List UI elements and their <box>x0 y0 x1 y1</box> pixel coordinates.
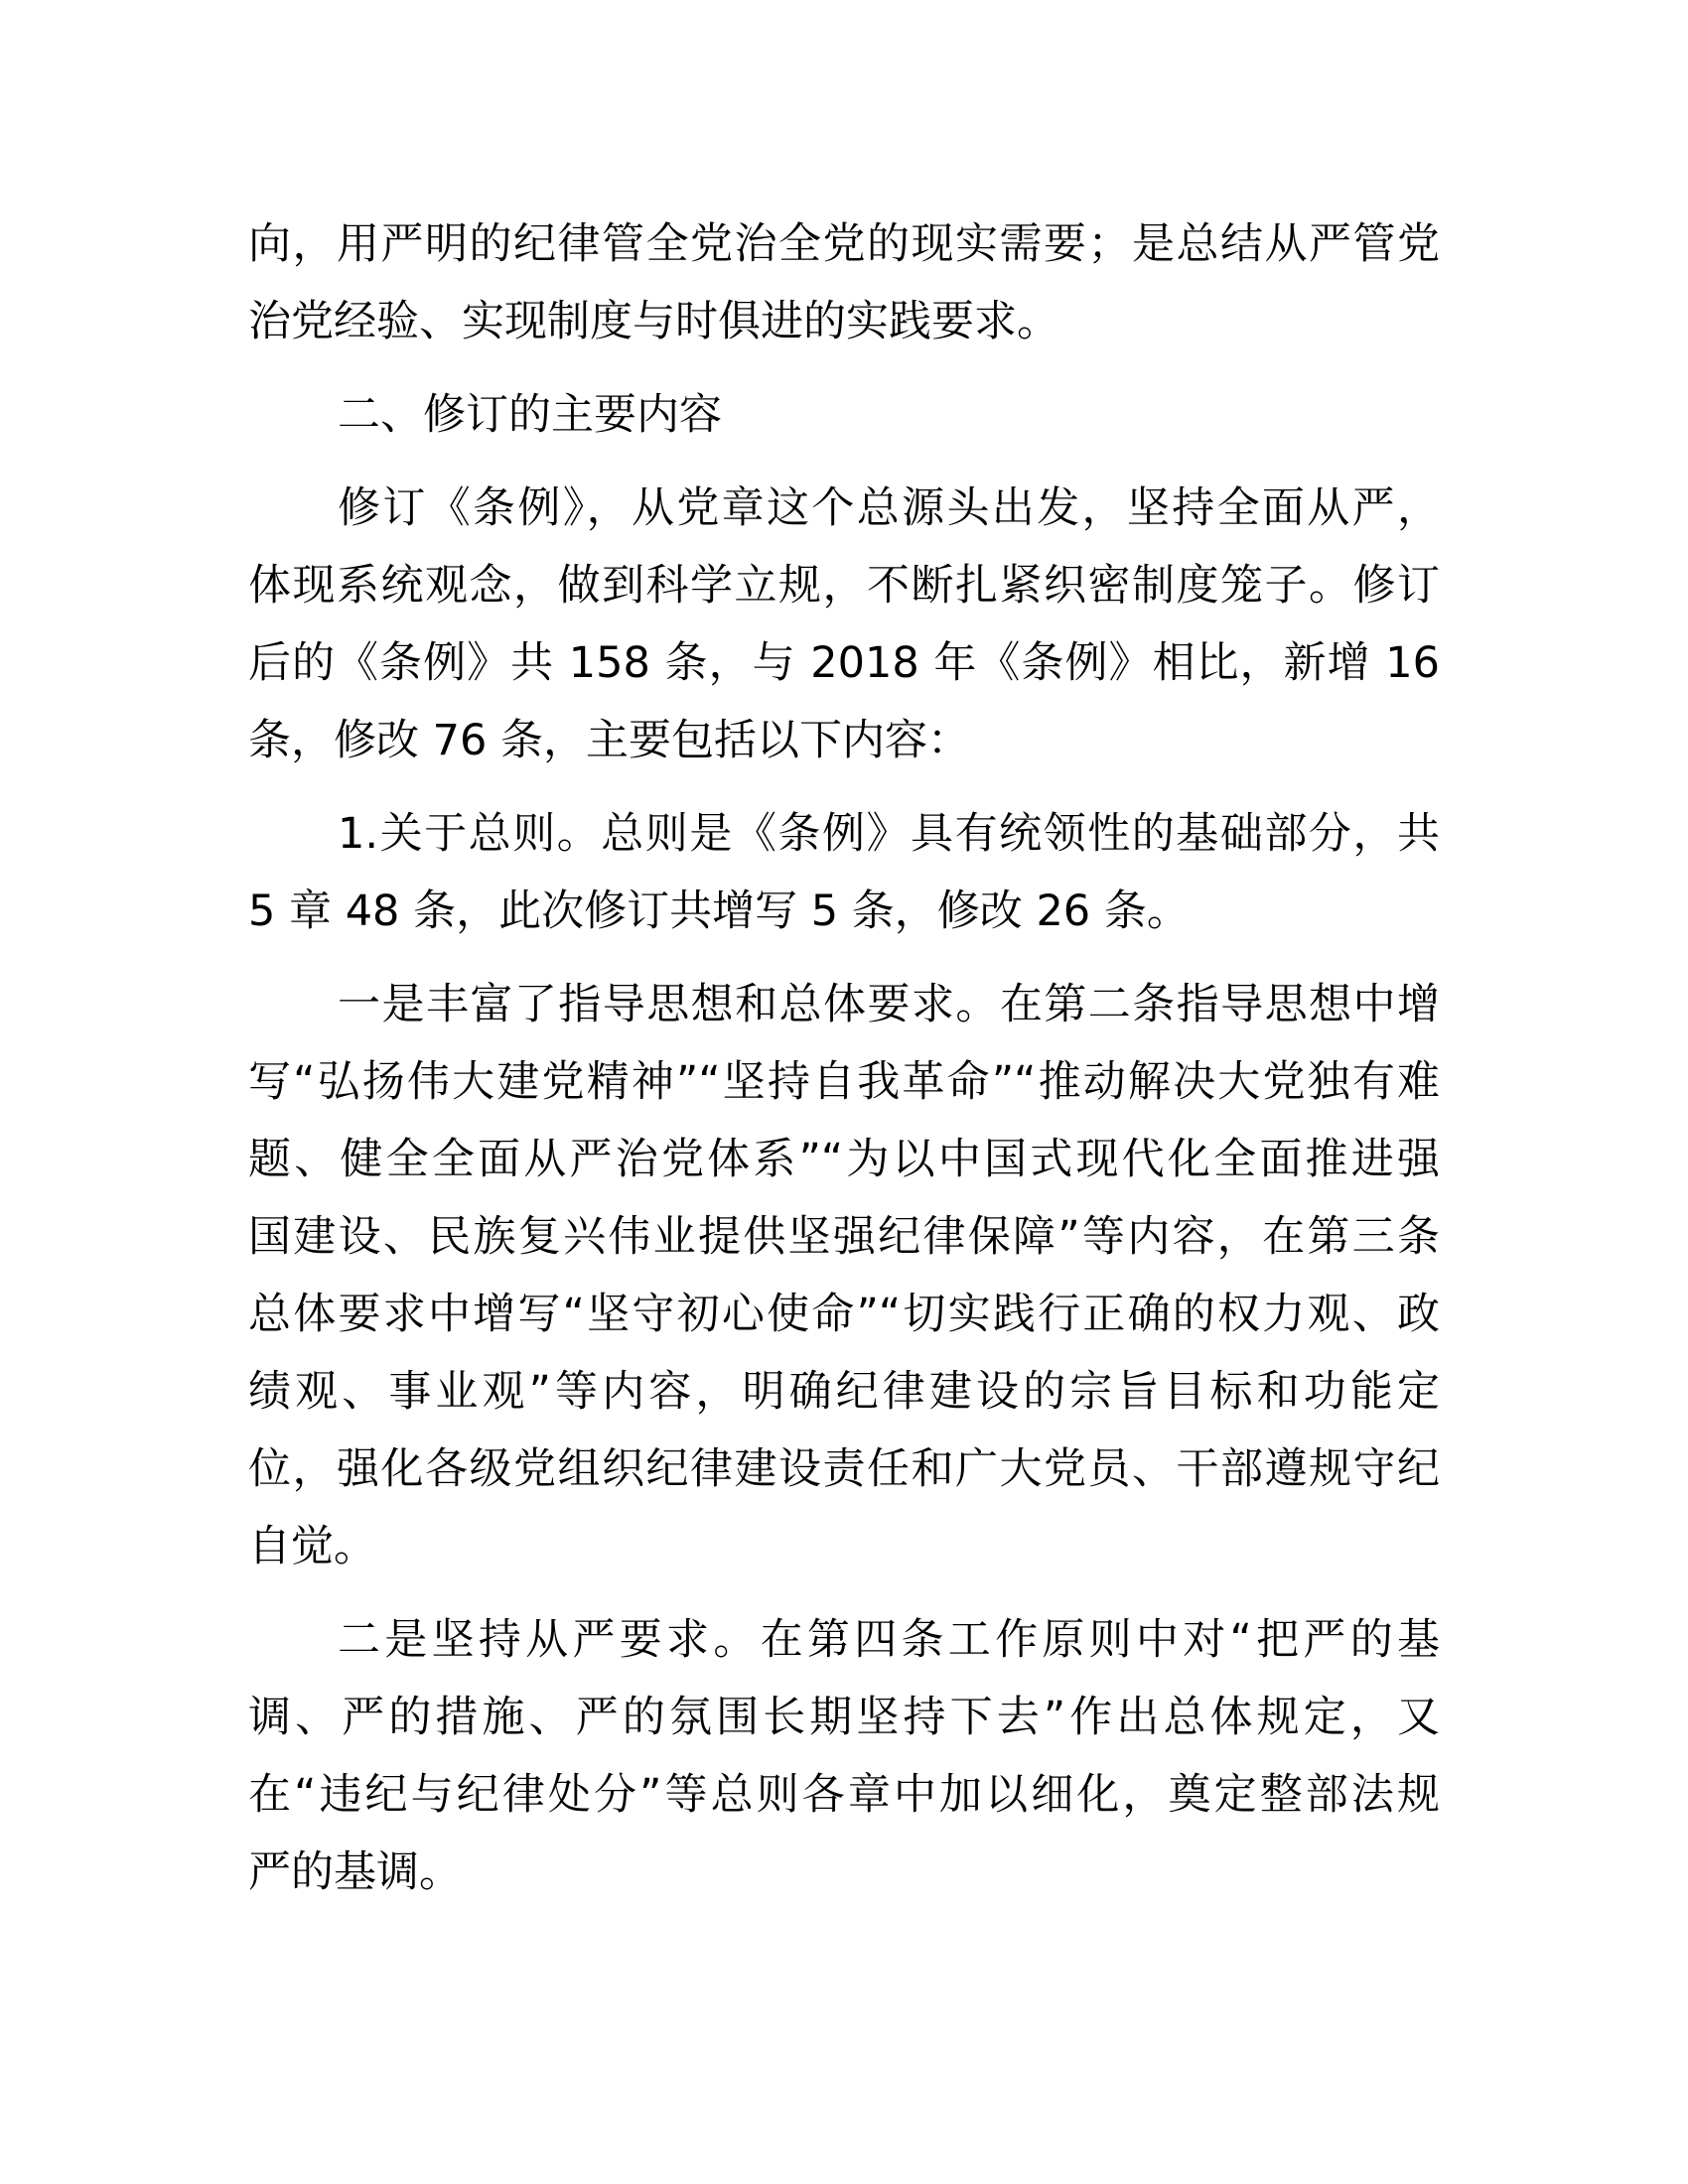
paragraph-point-two <box>248 1601 1440 1911</box>
paragraph-intro-continuation <box>248 205 1440 360</box>
text-line: 1.关于总则。总则是《条例》具有统领性的基础部分，共 <box>338 809 1440 859</box>
text-line: 题、健全全面从严治党体系”“为以中国式现代化全面推进强 <box>248 1135 1440 1184</box>
paragraph-general-provisions <box>248 795 1440 950</box>
text-line: 自觉。 <box>248 1522 376 1571</box>
text-line: 5 章 48 条，此次修订共增写 5 条，修改 26 条。 <box>248 887 1190 936</box>
text-line: 在“违纪与纪律处分”等总则各章中加以细化，奠定整部法规 <box>248 1770 1440 1820</box>
text-line: 治党经验、实现制度与时俱进的实践要求。 <box>248 297 1059 346</box>
text-line: 严的基调。 <box>248 1847 462 1897</box>
text-line: 条，修改 76 条，主要包括以下内容： <box>248 716 971 765</box>
section-heading <box>248 376 1440 454</box>
document-page <box>248 205 1440 1927</box>
text-line: 位，强化各级党组织纪律建设责任和广大党员、干部遵规守纪 <box>248 1444 1440 1494</box>
text-line: 写“弘扬伟大建党精神”“坚持自我革命”“推动解决大党独有难 <box>248 1057 1440 1107</box>
text-line: 国建设、民族复兴伟业提供坚强纪律保障”等内容，在第三条 <box>248 1212 1440 1262</box>
section-heading-text: 二、修订的主要内容 <box>338 390 722 440</box>
text-line: 向，用严明的纪律管全党治全党的现实需要；是总结从严管党 <box>248 219 1440 269</box>
text-line: 调、严的措施、严的氛围长期坚持下去”作出总体规定，又 <box>248 1693 1440 1742</box>
text-line: 修订《条例》，从党章这个总源头出发，坚持全面从严， <box>338 483 1440 533</box>
paragraph-revision-overview <box>248 470 1440 779</box>
text-line: 二是坚持从严要求。在第四条工作原则中对“把严的基 <box>338 1615 1440 1665</box>
text-line: 一是丰富了指导思想和总体要求。在第二条指导思想中增 <box>338 980 1440 1029</box>
text-line: 后的《条例》共 158 条，与 2018 年《条例》相比，新增 16 <box>248 638 1440 688</box>
paragraph-point-one <box>248 966 1440 1585</box>
text-line: 绩观、事业观”等内容，明确纪律建设的宗旨目标和功能定 <box>248 1367 1440 1417</box>
text-line: 体现系统观念，做到科学立规，不断扎紧织密制度笼子。修订 <box>248 561 1440 611</box>
text-line: 总体要求中增写“坚守初心使命”“切实践行正确的权力观、政 <box>248 1290 1440 1339</box>
